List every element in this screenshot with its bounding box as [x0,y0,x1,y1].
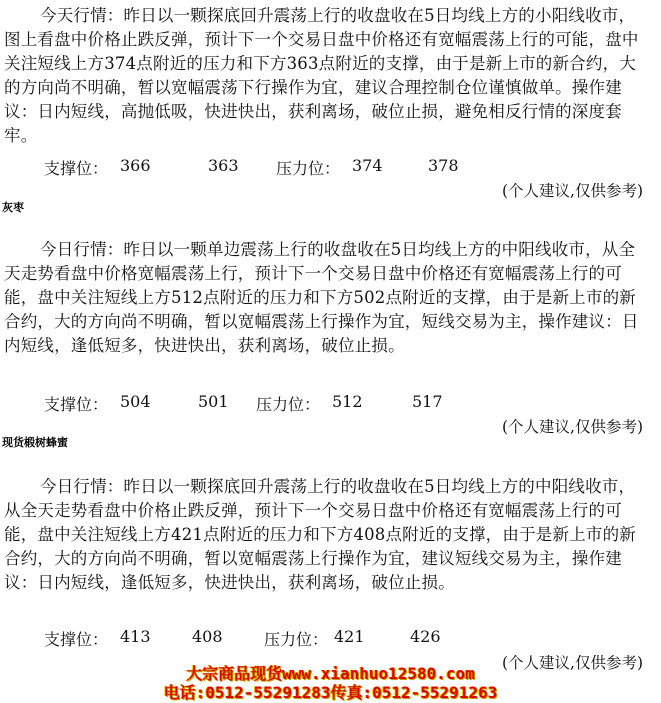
section-1-analysis-text: 今天行情：昨日以一颗探底回升震荡上行的收盘收在5日均线上方的小阳线收市，图上看盘中价格止跌反弹，预计下一个交易日盘中价格还有宽幅震荡上行的可能，盘中关注短线上方374点附近的压力和下方363点附近的支撑，由于是新上市的新合约，大的方向尚不明确，暂以宽幅震荡下行操作为宜，建议合理控制仓位谨慎做单。操作建议：日内短线，高抛低吸，快进快出，获利离场，破位止损，避免相反行情的深度套牢。 [4,6,639,145]
support-label: 支撑位： [44,395,109,414]
pressure-value-1: 512 [332,392,363,411]
pressure-value-2: 378 [428,156,459,175]
section-3-analysis-text: 今日行情：昨日以一颗探底回升震荡上行的收盘收在5日均线上方的中阳线收市，从全天走势看盘中价格止跌反弹，预计下一个交易日盘中价格还有宽幅震荡上行的可能，盘中关注短线上方421点附近的压力和下方408点附近的支撑，由于是新上市的新合约，大的方向尚不明确，暂以宽幅震荡上行操作为宜，建议短线交易为主，操作建议：日内短线，逢低短多，快进快出，获利离场，破位止损。 [4,477,636,592]
pressure-label: 压力位： [276,159,341,178]
support-value-2: 363 [208,156,239,175]
support-value-1: 413 [120,627,151,646]
pressure-value-1: 374 [352,156,383,175]
pressure-label: 压力位： [256,395,321,414]
support-label: 支撑位： [44,159,109,178]
section-3-disclaimer: (个人建议,仅供参考) [501,654,643,672]
pressure-value-2: 426 [410,627,441,646]
pressure-value-1: 421 [334,627,365,646]
footer-website: 大宗商品现货www.xianhuo12580.com [186,664,475,683]
section-2-disclaimer: (个人建议,仅供参考) [501,418,643,436]
support-value-1: 366 [120,156,151,175]
support-value-2: 408 [192,627,223,646]
section-2-analysis-text: 今日行情：昨日以一颗单边震荡上行的收盘收在5日均线上方的中阳线收市，从全天走势看盘中价格宽幅震荡上行，预计下一个交易日盘中价格还有宽幅震荡上行的可能，盘中关注短线上方512点附近的压力和下方502点附近的支撑，由于是新上市的新合约，大的方向尚不明确，暂以宽幅震荡上行操作为宜，短线交易为主，操作建议：日内短线，逢低短多，快进快出，获利离场，破位止损。 [4,240,639,355]
footer-contact: 电话:0512-55291283传真:0512-55291263 [163,683,498,702]
pressure-value-2: 517 [412,392,443,411]
pressure-label: 压力位： [264,630,329,649]
support-value-1: 504 [120,392,151,411]
support-label: 支撑位： [44,630,109,649]
support-value-2: 501 [198,392,229,411]
section-1-disclaimer: (个人建议,仅供参考) [501,182,643,200]
section-3-label: 现货椴树蜂蜜 [2,436,68,449]
section-2-label: 灰枣 [2,201,24,214]
